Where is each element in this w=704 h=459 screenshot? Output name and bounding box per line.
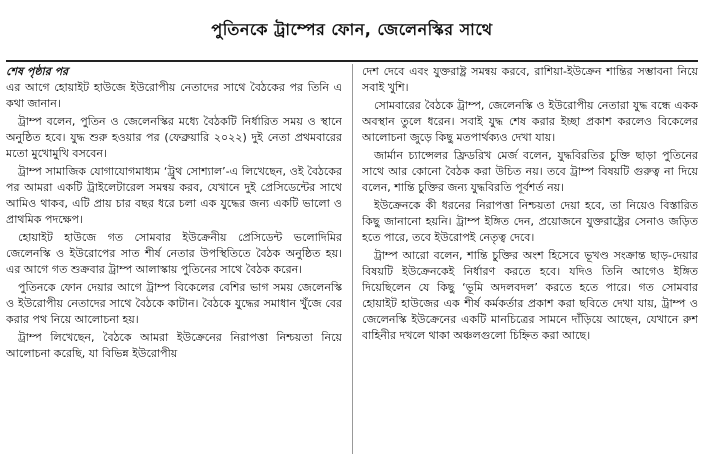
paragraph: জার্মান চ্যান্সেলর ফ্রিডরিখ মের্জ বলেন, যুদ্ধবিরতির চুক্তি ছাড়া পুতিনের সাথে আর কোনো বৈঠক করা উচিত নয়। তবে ট্রাম্প বিষয়টি গুরুত্ব না দিয়ে বলেন, শান্তি চুক্তির জন্য যুদ্ধবিরতি পূর্বশর্ত নয়। <box>362 149 698 194</box>
article-headline: পুতিনকে ট্রাম্পের ফোন, জেলেনস্কির সাথে <box>211 20 493 39</box>
continuation-label: শেষ পৃষ্ঠার পর <box>6 65 69 78</box>
article-body <box>6 64 698 454</box>
left-column <box>6 64 342 454</box>
right-column <box>362 64 698 454</box>
paragraph: ইউক্রেনকে কী ধরনের নিরাপত্তা নিশ্চয়তা দেয়া হবে, তা নিয়েও বিস্তারিত কিছু জানানো হয়নি। ট্রাম্প ইঙ্গিত দেন, প্রয়োজনে যুক্তরাষ্ট্রের সেনাও জড়িত হতে পারে, তবে ইউরোপই নেতৃত্ব দেবে। <box>362 199 698 244</box>
paragraph: সোমবারের বৈঠকে ট্রাম্প, জেলেনস্কি ও ইউরোপীয় নেতারা যুদ্ধ বন্ধে একক অবস্থান তুলে ধরেন। সবাই যুদ্ধ শেষ করার ইচ্ছা প্রকাশ করলেও বিকেলের আলোচনা জুড়ে কিছু মতপার্থক্যও দেখা যায়। <box>362 99 698 144</box>
column-divider <box>352 64 353 454</box>
paragraph: ট্রাম্প আরো বলেন, শান্তি চুক্তির অংশ হিসেবে ভূখণ্ড সংক্রান্ত ছাড়-দেয়ার বিষয়টি ইউক্রেনকেই নির্ধারণ করতে হবে। যদিও তিনি আগেও ইঙ্গিত দিয়েছিলেন যে কিছু ‘ভূমি অদলবদল’ করতে হতে পারে। গত সোমবার হোয়াইট হাউজের এক শীর্ষ কর্মকর্তার প্রকাশ করা ছবিতে দেখা যায়, ট্রাম্প ও জেলেনস্কি ইউক্রেনের একটি মানচিত্রের সামনে দাঁড়িয়ে আছেন, যেখানে রুশ বাহিনীর দখলে থাকা অঞ্চলগুলো চিহ্নিত করা আছে। <box>362 249 698 342</box>
paragraph: ট্রাম্প বলেন, পুতিন ও জেলেনস্কির মধ্যে বৈঠকটি নির্ধারিত সময় ও স্থানে অনুষ্ঠিত হবে। যুদ্ধ শুরু হওয়ার পর (ফেব্রুয়ারি ২০২২) দুই নেতা প্রথমবারের মতো মুখোমুখি বসবেন। <box>6 115 342 160</box>
headline-rule <box>6 60 698 62</box>
paragraph: দেশ দেবে এবং যুক্তরাষ্ট্র সমন্বয় করবে, রাশিয়া-ইউক্রেন শান্তির সম্ভাবনা নিয়ে সবাই খুশি। <box>362 65 698 94</box>
paragraph: পুতিনকে ফোন দেয়ার আগে ট্রাম্প বিকেলের বেশির ভাগ সময় জেলেনস্কি ও ইউরোপীয় নেতাদের সাথে বৈঠকে কাটান। বৈঠকে যুদ্ধের সমাধান খুঁজে বের করার পথ নিয়ে আলোচনা হয়। <box>6 281 342 326</box>
paragraph: ট্রাম্প লিখেছেন, বৈঠকে আমরা ইউক্রেনের নিরাপত্তা নিশ্চয়তা নিয়ে আলোচনা করেছি, যা বিভিন্ন ইউরোপীয় <box>6 331 342 360</box>
paragraph: এর আগে হোয়াইট হাউজে ইউরোপীয় নেতাদের সাথে বৈঠকের পর তিনি এ কথা জানান। <box>6 81 342 110</box>
paragraph: ট্রাম্প সামাজিক যোগাযোগমাধ্যম ‘ট্রুথ সোশ্যাল’-এ লিখেছেন, ওই বৈঠকের পর আমরা একটি ট্রাইলেটারেল সমন্বয় করব, যেখানে দুই প্রেসিডেন্টের সাথে আমিও থাকব, এটি প্রায় চার বছর ধরে চলা এক যুদ্ধের জন্য একটি ভালো ও প্রাথমিক পদক্ষেপ। <box>6 165 342 226</box>
paragraph: হোয়াইট হাউজে গত সোমবার ইউক্রেনীয় প্রেসিডেন্ট ভলোদিমির জেলেনস্কি ও ইউরোপের সাত শীর্ষ নেতার উপস্থিতিতে বৈঠক অনুষ্ঠিত হয়। এর আগে গত শুক্রবার ট্রাম্প আলাস্কায় পুতিনের সাথে বৈঠক করেন। <box>6 231 342 276</box>
